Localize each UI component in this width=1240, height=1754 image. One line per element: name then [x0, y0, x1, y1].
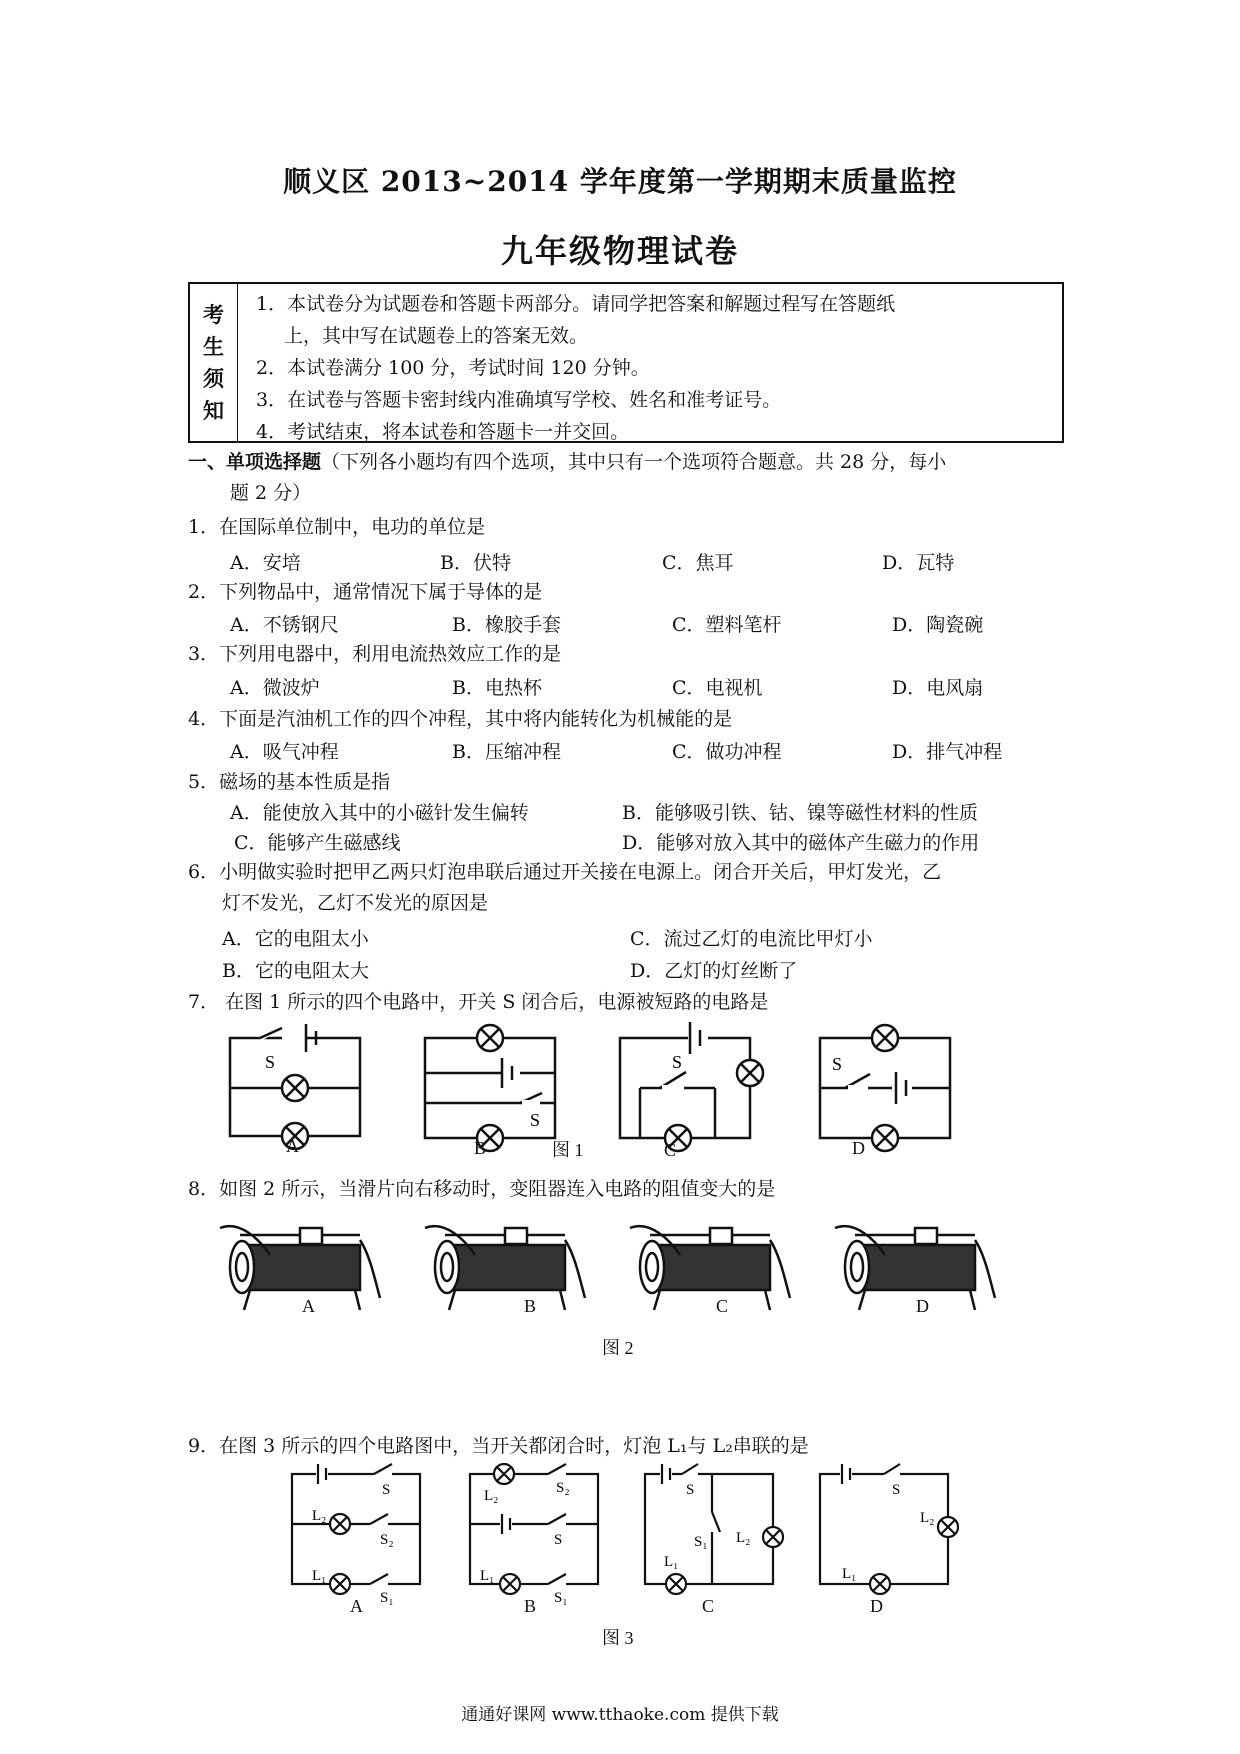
notice-item: 2．本试卷满分 100 分，考试时间 120 分钟。	[256, 357, 650, 379]
question-stem: 2．下列物品中，通常情况下属于导体的是	[188, 581, 543, 603]
fig3-label-d: D	[870, 1596, 883, 1616]
option: B．伏特	[440, 552, 511, 574]
option: A．微波炉	[230, 677, 320, 699]
option: A．它的电阻太小	[222, 928, 369, 950]
option: B．压缩冲程	[452, 741, 561, 763]
question-stem: 8．如图 2 所示，当滑片向右移动时，变阻器连入电路的阻值变大的是	[188, 1178, 776, 1200]
option: B．电热杯	[452, 677, 542, 699]
fig3-l2-label: L₂	[736, 1530, 751, 1546]
fig3-label-b: B	[524, 1596, 537, 1616]
option: C．焦耳	[662, 552, 734, 574]
option: A．不锈钢尺	[230, 614, 339, 636]
notice-items	[256, 288, 1054, 448]
fig3-s-label: S	[382, 1482, 391, 1498]
question-stem: 6．小明做实验时把甲乙两只灯泡串联后通过开关接在电源上。闭合开关后，甲灯发光，乙	[188, 861, 942, 883]
option: C．塑料笔杆	[672, 614, 782, 636]
fig1-label-a: A	[286, 1136, 299, 1156]
option: A．能使放入其中的小磁针发生偏转	[230, 802, 529, 824]
fig1-switch-label: S	[672, 1052, 683, 1072]
option: C．能够产生磁感线	[234, 832, 401, 854]
question-stem: 7． 在图 1 所示的四个电路中，开关 S 闭合后，电源被短路的电路是	[188, 991, 769, 1013]
notice-item: 上，其中写在试题卷上的答案无效。	[284, 325, 589, 347]
question-stem: 9．在图 3 所示的四个电路图中，当开关都闭合时，灯泡 L₁与 L₂串联的是	[188, 1435, 809, 1457]
fig3-l2-label: L₂	[920, 1510, 935, 1526]
figure-3-circuits	[280, 1462, 960, 1606]
fig3-l2-label: L₂	[312, 1508, 327, 1524]
fig3-s1-label: S₁	[694, 1534, 708, 1550]
fig3-l1-label: L₁	[480, 1568, 495, 1584]
fig3-label-c: C	[702, 1596, 715, 1616]
option: D．瓦特	[882, 552, 955, 574]
option: D．乙灯的灯丝断了	[630, 960, 798, 982]
fig2-label-d: D	[916, 1296, 929, 1316]
fig1-caption: 图 1	[552, 1140, 584, 1160]
option: B．能够吸引铁、钴、镍等磁性材料的性质	[622, 802, 978, 824]
fig3-s1-label: S₁	[380, 1590, 394, 1606]
fig3-label-a: A	[350, 1596, 363, 1616]
question-stem: 4．下面是汽油机工作的四个冲程，其中将内能转化为机械能的是	[188, 708, 733, 730]
figure-2-rheostats	[220, 1210, 1020, 1320]
question-stem: 5．磁场的基本性质是指	[188, 771, 391, 793]
page-footer: 通通好课网 www.tthaoke.com 提供下载	[461, 1705, 779, 1725]
option: C．流过乙灯的电流比甲灯小	[630, 928, 873, 950]
notice-box	[188, 282, 1064, 443]
page-subtitle: 九年级物理试卷	[500, 232, 739, 270]
fig3-s-label: S	[554, 1532, 563, 1548]
notice-item: 4．考试结束，将本试卷和答题卡一并交回。	[256, 421, 630, 443]
option: B．橡胶手套	[452, 614, 561, 636]
fig3-s1-label: S₁	[554, 1590, 568, 1606]
option: A．吸气冲程	[230, 741, 339, 763]
fig2-label-b: B	[524, 1296, 537, 1316]
page-title: 顺义区 2013~2014 学年度第一学期期末质量监控	[283, 165, 957, 198]
fig1-label-c: C	[664, 1140, 677, 1160]
fig1-label-d: D	[852, 1138, 865, 1158]
notice-item: 1．本试卷分为试题卷和答题卡两部分。请同学把答案和解题过程写在答题纸	[256, 293, 896, 315]
fig3-s2-label: S₂	[556, 1480, 570, 1496]
notice-side-label: 考 生 须 知	[190, 284, 238, 441]
fig3-s-label: S	[686, 1482, 695, 1498]
question-stem: 3．下列用电器中，利用电流热效应工作的是	[188, 643, 562, 665]
section-desc-cont: 题 2 分）	[230, 482, 312, 504]
section-heading: 一、单项选择题（下列各小题均有四个选项，其中只有一个选项符合题意。共 28 分，每小	[188, 451, 947, 473]
notice-item: 3．在试卷与答题卡密封线内准确填写学校、姓名和准考证号。	[256, 389, 782, 411]
figure-1-circuits	[220, 1018, 1040, 1158]
fig3-l1-label: L₁	[312, 1568, 327, 1584]
fig2-label-a: A	[302, 1296, 315, 1316]
option: D．排气冲程	[892, 741, 1003, 763]
fig1-switch-label: S	[265, 1052, 276, 1072]
fig3-s-label: S	[892, 1482, 901, 1498]
fig3-l1-label: L₁	[664, 1554, 679, 1570]
option: D．电风扇	[892, 677, 984, 699]
fig3-l1-label: L₁	[842, 1566, 857, 1582]
fig1-switch-label: S	[832, 1054, 843, 1074]
fig1-label-b: B	[474, 1138, 487, 1158]
fig1-switch-label: S	[530, 1110, 541, 1130]
question-stem: 1．在国际单位制中，电功的单位是	[188, 516, 486, 538]
option: B．它的电阻太大	[222, 960, 369, 982]
option: D．陶瓷碗	[892, 614, 984, 636]
fig3-caption: 图 3	[602, 1628, 634, 1648]
option: D．能够对放入其中的磁体产生磁力的作用	[622, 832, 980, 854]
option: C．电视机	[672, 677, 763, 699]
fig3-s2-label: S₂	[380, 1532, 394, 1548]
fig2-label-c: C	[716, 1296, 729, 1316]
fig3-l2-label: L₂	[484, 1488, 499, 1504]
fig2-caption: 图 2	[602, 1338, 634, 1358]
option: A．安培	[230, 552, 301, 574]
question-stem-cont: 灯不发光，乙灯不发光的原因是	[222, 892, 489, 914]
option: C．做功冲程	[672, 741, 782, 763]
